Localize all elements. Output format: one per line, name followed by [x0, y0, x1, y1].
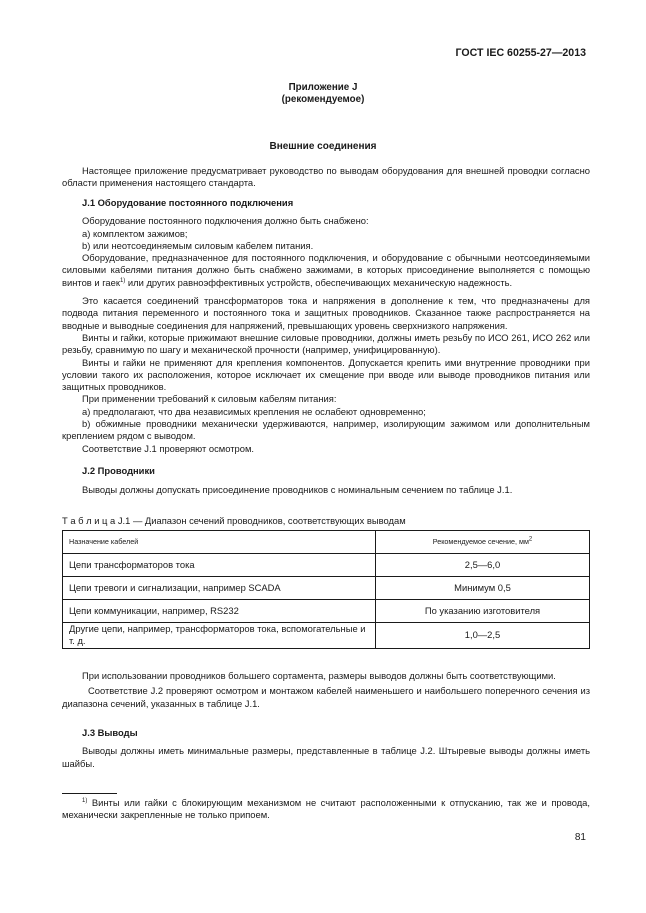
header-sup: 2	[528, 536, 533, 543]
section-j1-heading: J.1 Оборудование постоянного подключения	[82, 197, 294, 208]
table-header-cell: Назначение кабелей	[63, 531, 376, 554]
header-text: Рекомендуемое сечение, мм	[432, 536, 529, 546]
section-j2	[62, 465, 590, 497]
list-item: b) или неотсоединяемым силовым кабелем питания.	[82, 239, 314, 251]
footnote-mark: 1)	[82, 797, 88, 804]
paragraph: Винты и гайки, которые прижимают внешние силовые проводники, должны иметь резьбу по ИСО 261, ИСО 262 или резьбу, сравнимую по шагу и механической прочности (например, унифицированную).	[62, 331, 590, 356]
footnote-divider	[62, 793, 117, 794]
intro-paragraph: Настоящее приложение предусматривает руководство по выводам оборудования для внешней проводки согласно области применения настоящего стандарта.	[62, 165, 590, 189]
paragraph: Это касается соединений трансформаторов тока и напряжения в дополнение к тем, что предназначены для подвода питания переменного и постоянного тока и защитных проводников. Сказанное также распространяется на вводные и выводные соединения для напряжений, превышающих уровень сверхнизкого напряжения.	[62, 295, 590, 331]
document-header: ГОСТ IEC 60255-27—2013	[455, 47, 586, 59]
paragraph-text: Оборудование, предназначенное для постоянного подключения, и оборудование с обычными неотсоединяемыми силовыми кабелями питания должно быть снабжено зажимами, в которых присоединение выполняется с помощью винтов и гаек	[62, 252, 590, 288]
paragraph: Выводы должны допускать присоединение проводников с номинальным сечением по таблице J.1.	[82, 484, 513, 496]
table-row	[63, 554, 590, 577]
appendix-title: Приложение J	[288, 82, 358, 93]
section-j3-heading: J.3 Выводы	[82, 727, 138, 738]
footnote-ref: 1)	[119, 277, 126, 284]
paragraph: Соответствие J.2 проверяют осмотром и монтажом кабелей наименьшего и наибольшего поперечного сечения из диапазона сечений, указанных в таблице J.1.	[62, 685, 590, 709]
page-number: 81	[574, 832, 586, 843]
table-row	[63, 600, 590, 623]
paragraph: Винты и гайки не применяют для крепления компонентов. Допускается крепить ими внутренние проводники при условии такого их расположения, которое исключает их смещение при вводе или выводе проводников питания или защитных проводников.	[62, 356, 590, 393]
table-cell-purpose: Цепи коммуникации, например, RS232	[63, 600, 376, 623]
table-header-row	[63, 531, 590, 554]
paragraph	[62, 252, 590, 289]
footnote-body: Винты или гайки с блокирующим механизмом не считают расположенными к отпусканию, так же и провода, механически закрепленные не только припоем.	[62, 797, 590, 821]
table-header-cell	[376, 531, 590, 554]
section-j2-continued	[62, 670, 590, 710]
appendix-subtitle: (рекомендуемое)	[281, 94, 365, 105]
table-row	[63, 577, 590, 600]
table-cell-purpose: Другие цепи, например, трансформаторов тока, вспомогательные и т. д.	[63, 623, 376, 649]
appendix-title-block	[0, 82, 646, 106]
paragraph: Соответствие J.1 проверяют осмотром.	[82, 442, 255, 454]
table-cell-section: 2,5—6,0	[376, 554, 590, 577]
footnote	[62, 797, 590, 822]
paragraph: При использовании проводников большего сортамента, размеры выводов должны быть соответствующими.	[82, 670, 556, 681]
paragraph-text: или других равноэффективных устройств, обеспечивающих механическую надежность.	[125, 276, 513, 288]
table-caption: Т а б л и ц а J.1 — Диапазон сечений проводников, соответствующих выводам	[62, 515, 406, 526]
section-j1	[62, 197, 590, 455]
table-cell-section: Минимум 0,5	[376, 577, 590, 600]
table-cell-section: 1,0—2,5	[376, 623, 590, 649]
paragraph: Оборудование постоянного подключения должно быть снабжено:	[82, 215, 369, 227]
intro-block	[62, 165, 590, 190]
paragraph: Выводы должны иметь минимальные размеры, представленные в таблице J.2. Штыревые выводы должны иметь шайбы.	[62, 745, 590, 769]
section-j2-heading: J.2 Проводники	[82, 465, 155, 476]
footnote-text	[62, 797, 590, 822]
conductor-table	[62, 530, 590, 649]
paragraph: При применении требований к силовым кабелям питания:	[82, 393, 337, 405]
table-row	[63, 623, 590, 649]
table-cell-purpose: Цепи тревоги и сигнализации, например SCADA	[63, 577, 376, 600]
section-title: Внешние соединения	[269, 141, 377, 152]
list-item: a) комплектом зажимов;	[82, 227, 188, 239]
table-cell-purpose: Цепи трансформаторов тока	[63, 554, 376, 577]
table-cell-section: По указанию изготовителя	[376, 600, 590, 623]
list-item: b) обжимные проводники механически удерживаются, например, изолирующим зажимом или дополнительным креплением рядом с выводом.	[62, 418, 590, 442]
section-j3	[62, 727, 590, 770]
list-item: a) предполагают, что два независимых крепления не ослабеют одновременно;	[82, 405, 426, 417]
